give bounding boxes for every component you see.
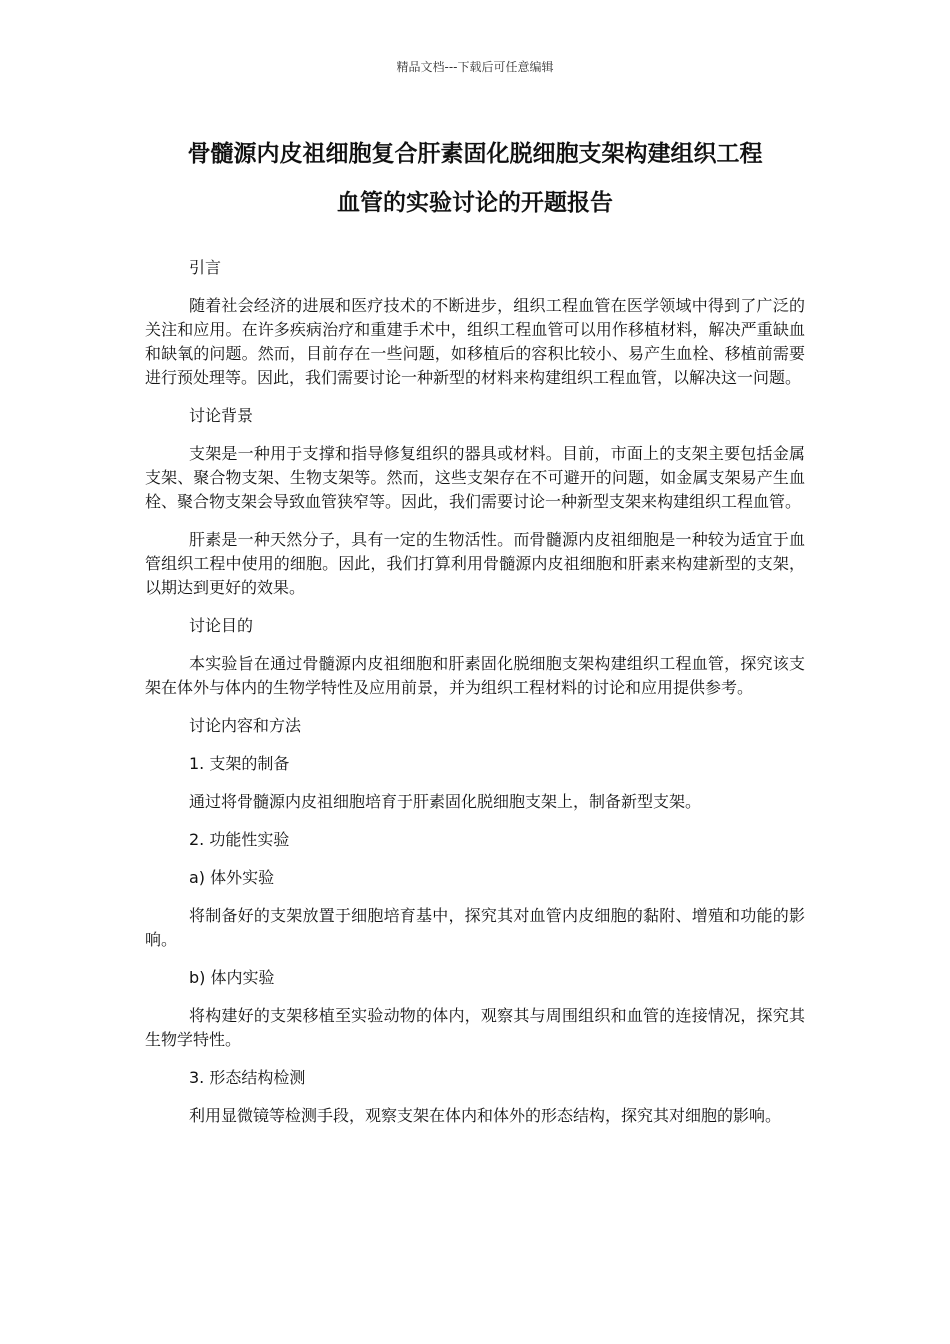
paragraph-in-vitro: 将制备好的支架放置于细胞培育基中，探究其对血管内皮细胞的黏附、增殖和功能的影响。: [145, 906, 805, 949]
document-body: [145, 256, 805, 1142]
section-heading-background: 讨论背景: [189, 406, 254, 425]
section-heading-purpose: 讨论目的: [189, 616, 254, 635]
subheading-morphology: 3. 形态结构检测: [189, 1068, 306, 1087]
paragraph-scaffold-preparation: 通过将骨髓源内皮祖细胞培育于肝素固化脱细胞支架上，制备新型支架。: [189, 792, 702, 811]
header-note: 精品文档---下载后可任意编辑: [396, 60, 554, 74]
paragraph-background-2: 肝素是一种天然分子，具有一定的生物活性。而骨髓源内皮祖细胞是一种较为适宜于血管组织工程中使用的细胞。因此，我们打算利用骨髓源内皮祖细胞和肝素来构建新型的支架，以期达到更好的效果。: [145, 530, 805, 597]
title-line-1: 骨髓源内皮祖细胞复合肝素固化脱细胞支架构建组织工程: [187, 141, 763, 167]
paragraph-background-1: 支架是一种用于支撑和指导修复组织的器具或材料。目前，市面上的支架主要包括金属支架、聚合物支架、生物支架等。然而，这些支架存在不可避开的问题，如金属支架易产生血栓、聚合物支架会导致血管狭窄等。因此，我们需要讨论一种新型支架来构建组织工程血管。: [145, 444, 805, 511]
paragraph-purpose: 本实验旨在通过骨髓源内皮祖细胞和肝素固化脱细胞支架构建组织工程血管，探究该支架在体外与体内的生物学特性及应用前景，并为组织工程材料的讨论和应用提供参考。: [145, 654, 805, 697]
subheading-functional-experiments: 2. 功能性实验: [189, 830, 290, 849]
paragraph-introduction: 随着社会经济的进展和医疗技术的不断进步，组织工程血管在医学领域中得到了广泛的关注和应用。在许多疾病治疗和重建手术中，组织工程血管可以用作移植材料，解决严重缺血和缺氧的问题。然而，目前存在一些问题，如移植后的容积比较小、易产生血栓、移植前需要进行预处理等。因此，我们需要讨论一种新型的材料来构建组织工程血管，以解决这一问题。: [145, 296, 805, 387]
section-heading-methods: 讨论内容和方法: [189, 716, 302, 735]
paragraph-in-vivo: 将构建好的支架移植至实验动物的体内，观察其与周围组织和血管的连接情况，探究其生物学特性。: [145, 1006, 805, 1049]
subheading-scaffold-preparation: 1. 支架的制备: [189, 754, 290, 773]
title-line-2: 血管的实验讨论的开题报告: [337, 190, 613, 216]
document-title: [145, 130, 805, 228]
section-heading-introduction: 引言: [189, 258, 222, 277]
paragraph-morphology: 利用显微镜等检测手段，观察支架在体内和体外的形态结构，探究其对细胞的影响。: [189, 1106, 782, 1125]
subheading-in-vivo: b) 体内实验: [189, 968, 275, 987]
subheading-in-vitro: a) 体外实验: [189, 868, 275, 887]
